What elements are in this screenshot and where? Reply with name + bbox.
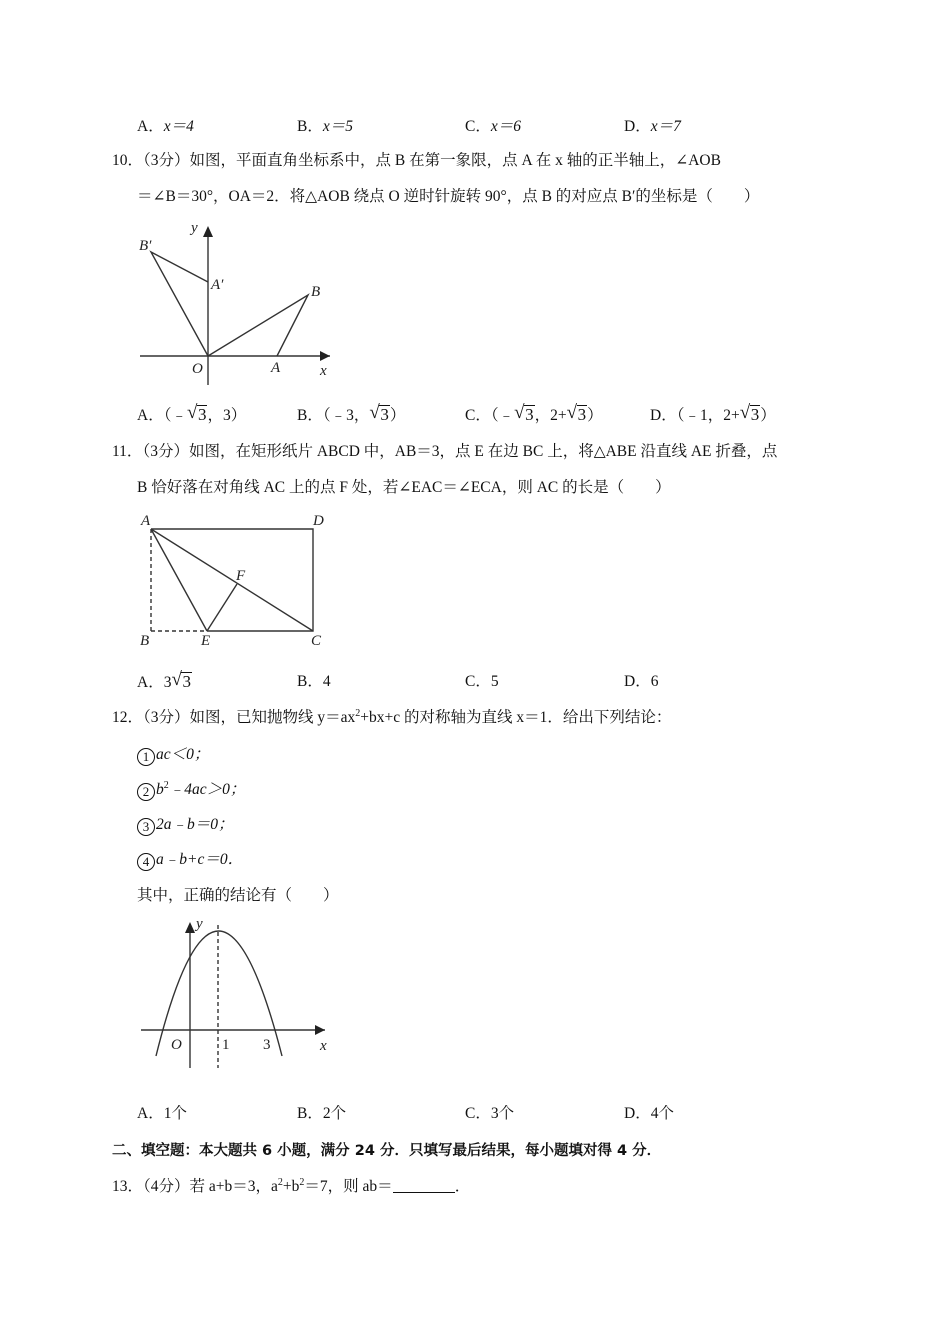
- svg-text:F: F: [236, 568, 246, 584]
- q12-option-a: A．1个: [137, 1105, 187, 1122]
- q9-option-d: D．x＝7: [624, 118, 681, 135]
- svg-text:A: A: [271, 360, 281, 376]
- q12-option-d: D．4个: [624, 1105, 674, 1122]
- q12-stem: 12．（3分）如图，已知抛物线 $y=ax^2+bx+c$ 的对称轴为直线 x＝1．给出下列结论：: [112, 708, 672, 726]
- svg-text:x: x: [320, 363, 327, 379]
- q11-stem-line1: 11．（3分）如图，在矩形纸片 ABCD 中，AB＝3，点 E 在边 BC 上，将△ABE 沿直线 AE 折叠，点: [112, 443, 778, 460]
- x-axis-arrow-icon: [315, 1025, 325, 1035]
- svg-text:C: C: [311, 633, 322, 649]
- svg-text:E: E: [201, 633, 211, 649]
- svg-text:O: O: [192, 361, 203, 377]
- q12-option-b: B．2个: [297, 1105, 347, 1122]
- sqrt-symbol: √ 3: [741, 405, 761, 426]
- sqrt-symbol: √ 3: [172, 672, 192, 693]
- circled-number-icon: 3: [137, 818, 155, 836]
- svg-text:B: B: [140, 633, 150, 649]
- q10-stem-line2: ＝∠B＝30°，OA＝2．将△AOB 绕点 O 逆时针旋转 90°，点 B 的对应点 B′的坐标是（ ）: [137, 188, 760, 205]
- circled-number-icon: 2: [137, 783, 155, 801]
- q12-figure: [130, 910, 340, 1080]
- q12-conclusion-1: 1 ac＜0；: [137, 745, 209, 766]
- y-axis-arrow-icon: [185, 922, 195, 933]
- q10-stem-line1: 10．（3分）如图，平面直角坐标系中，点 B 在第一象限，点 A 在 x 轴的正半轴上，∠AOB: [112, 152, 721, 169]
- q10-option-d: D．（﹣1，2+ √ 3）: [650, 405, 776, 426]
- svg-text:3: 3: [263, 1037, 271, 1053]
- q12-conclusion-2: 2 $b^2﹣4ac>0$；: [137, 780, 245, 801]
- q9-option-c: C．x＝6: [465, 118, 521, 135]
- q10-option-b: B．（﹣3， √ 3）: [297, 405, 405, 426]
- q11-stem-line2: B 恰好落在对角线 AC 上的点 F 处，若∠EAC＝∠ECA，则 AC 的长是（ ）: [137, 479, 671, 496]
- q12-prompt: 其中，正确的结论有（ ）: [137, 887, 339, 904]
- circled-number-icon: 4: [137, 853, 155, 871]
- q11-figure: [130, 505, 340, 655]
- q13-stem: 13．（4分）若 a+b＝3，$a^2+b^2=7$，则 ab＝ ．: [112, 1177, 471, 1195]
- q11-option-c: C．5: [465, 673, 499, 690]
- circled-number-icon: 1: [137, 748, 155, 766]
- q9-option-a: A．x＝4: [137, 118, 194, 135]
- q12-conclusion-3: 3 2a﹣b＝0；: [137, 815, 234, 836]
- answer-blank[interactable]: [393, 1178, 455, 1193]
- svg-text:O: O: [171, 1037, 182, 1053]
- svg-text:A′: A′: [211, 277, 224, 293]
- svg-text:y: y: [191, 220, 198, 236]
- svg-text:A: A: [141, 513, 151, 529]
- sqrt-symbol: √ 3: [188, 405, 208, 426]
- q9-option-b: B．x＝5: [297, 118, 353, 135]
- x-axis-arrow-icon: [320, 351, 330, 361]
- sqrt-symbol: √ 3: [370, 405, 390, 426]
- q11-option-a: A．3 √ 3: [137, 672, 192, 693]
- section-heading: 二、填空题：本大题共 6 小题，满分 24 分．只填写最后结果，每小题填对得 4 分．: [112, 1143, 662, 1159]
- sqrt-symbol: √ 3: [515, 405, 535, 426]
- svg-text:B′: B′: [139, 238, 152, 254]
- q11-option-d: D．6: [624, 673, 659, 690]
- q12-conclusion-4: 4 a﹣b+c＝0．: [137, 850, 243, 871]
- svg-text:B: B: [311, 284, 321, 300]
- svg-text:x: x: [320, 1038, 327, 1054]
- q10-option-c: C．（﹣ √ 3，2+ √ 3）: [465, 405, 603, 426]
- q12-option-c: C．3个: [465, 1105, 515, 1122]
- y-axis-arrow-icon: [203, 226, 213, 237]
- q10-figure: [120, 215, 350, 385]
- sqrt-symbol: √ 3: [568, 405, 588, 426]
- svg-text:D: D: [313, 513, 324, 529]
- svg-text:y: y: [196, 916, 203, 932]
- q10-option-a: A．（﹣ √ 3，3）: [137, 405, 246, 426]
- svg-text:1: 1: [222, 1037, 230, 1053]
- q11-option-b: B．4: [297, 673, 331, 690]
